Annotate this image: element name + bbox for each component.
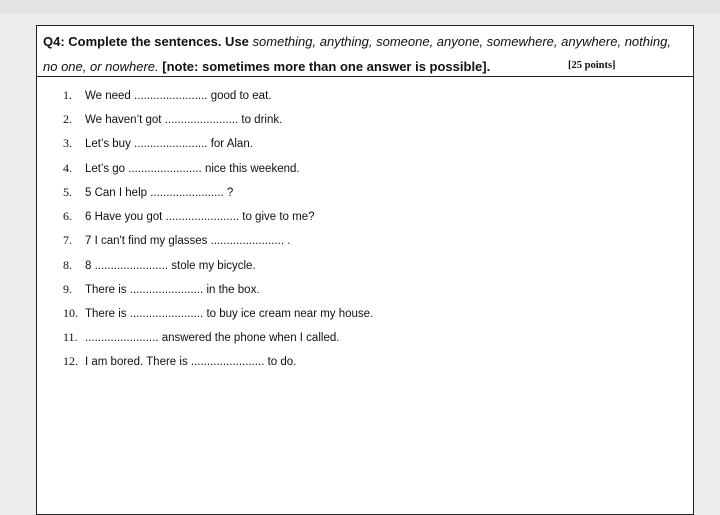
answer-blank[interactable]: ....................... bbox=[210, 235, 285, 247]
answer-blank[interactable]: ....................... bbox=[150, 187, 224, 199]
sentence-text-after: . bbox=[284, 235, 291, 247]
answer-blank[interactable]: ....................... bbox=[128, 163, 202, 175]
sentence-text-before: There is bbox=[85, 284, 130, 296]
word-list-2: no one, or nowhere. bbox=[43, 59, 159, 74]
points-label: [25 points] bbox=[568, 60, 616, 71]
sentence-item bbox=[63, 161, 300, 176]
sentence-item bbox=[63, 112, 282, 127]
answer-blank[interactable]: ....................... bbox=[165, 211, 240, 223]
sentence-text-before: Let’s buy bbox=[85, 138, 135, 150]
item-number: 2. bbox=[63, 112, 72, 126]
item-number: 9. bbox=[63, 282, 72, 296]
sentence-text-after: to give to me? bbox=[239, 211, 315, 223]
sentence-item bbox=[63, 136, 253, 151]
sentence-text-after: to do. bbox=[264, 356, 297, 368]
sentence-text-after: good to eat. bbox=[207, 90, 272, 102]
item-number: 5. bbox=[63, 185, 72, 199]
item-number: 10. bbox=[63, 306, 78, 320]
sentence-text-after: to drink. bbox=[238, 114, 283, 126]
answer-blank[interactable]: ....................... bbox=[190, 356, 265, 368]
sentence-text-after: ? bbox=[223, 187, 234, 199]
sentence-text-after: in the box. bbox=[203, 284, 260, 296]
answer-blank[interactable]: ....................... bbox=[85, 332, 159, 344]
answer-blank[interactable]: ....................... bbox=[134, 90, 208, 102]
top-bar bbox=[0, 0, 720, 14]
answer-blank[interactable]: ....................... bbox=[129, 308, 204, 320]
sentence-text-before: 5 Can I help bbox=[85, 187, 151, 199]
sentence-text-after: to buy ice cream near my house. bbox=[203, 308, 374, 320]
item-number: 8. bbox=[63, 258, 72, 272]
item-number: 6. bbox=[63, 209, 72, 223]
question-line-1 bbox=[43, 34, 691, 49]
answer-blank[interactable]: ....................... bbox=[94, 260, 169, 272]
sentence-text-before: 6 Have you got bbox=[85, 211, 166, 223]
question-label: Q4: Complete the sentences. Use bbox=[43, 34, 249, 49]
sentence-text-before: 8 bbox=[85, 260, 95, 272]
sentence-item bbox=[63, 185, 233, 200]
answer-blank[interactable]: ....................... bbox=[129, 284, 204, 296]
sentence-text-after: nice this weekend. bbox=[201, 163, 300, 175]
sentence-item bbox=[63, 258, 256, 273]
question-header bbox=[37, 26, 693, 77]
sentence-item bbox=[63, 306, 373, 321]
item-number: 12. bbox=[63, 354, 78, 368]
sentence-item bbox=[63, 233, 290, 248]
sentence-item bbox=[63, 330, 339, 345]
sentence-text-before: I am bored. There is bbox=[85, 356, 191, 368]
answer-blank[interactable]: ....................... bbox=[134, 138, 208, 150]
answer-blank[interactable]: ....................... bbox=[164, 114, 239, 126]
item-number: 4. bbox=[63, 161, 72, 175]
sentence-text-after: answered the phone when I called. bbox=[158, 332, 340, 344]
word-list-1: something, anything, someone, anyone, somewhere, anywhere, nothing, bbox=[252, 34, 671, 49]
sentence-item bbox=[63, 354, 296, 369]
worksheet-page bbox=[36, 25, 694, 515]
item-number: 7. bbox=[63, 233, 72, 247]
sentence-item bbox=[63, 282, 260, 297]
question-note: [note: sometimes more than one answer is possible]. bbox=[162, 59, 491, 74]
sentence-text-after: stole my bicycle. bbox=[168, 260, 256, 272]
sentence-text-before: We haven’t got bbox=[85, 114, 165, 126]
sentence-item bbox=[63, 209, 315, 224]
sentence-text-before: Let’s go bbox=[85, 163, 129, 175]
sentence-text-before: There is bbox=[85, 308, 130, 320]
item-number: 11. bbox=[63, 330, 78, 344]
item-number: 3. bbox=[63, 136, 72, 150]
item-number: 1. bbox=[63, 88, 72, 102]
question-line-2 bbox=[43, 59, 503, 74]
sentence-item bbox=[63, 88, 271, 103]
sentence-text-after: for Alan. bbox=[207, 138, 253, 150]
sentence-text-before: 7 I can't find my glasses bbox=[85, 235, 211, 247]
sentence-text-before: We need bbox=[85, 90, 135, 102]
